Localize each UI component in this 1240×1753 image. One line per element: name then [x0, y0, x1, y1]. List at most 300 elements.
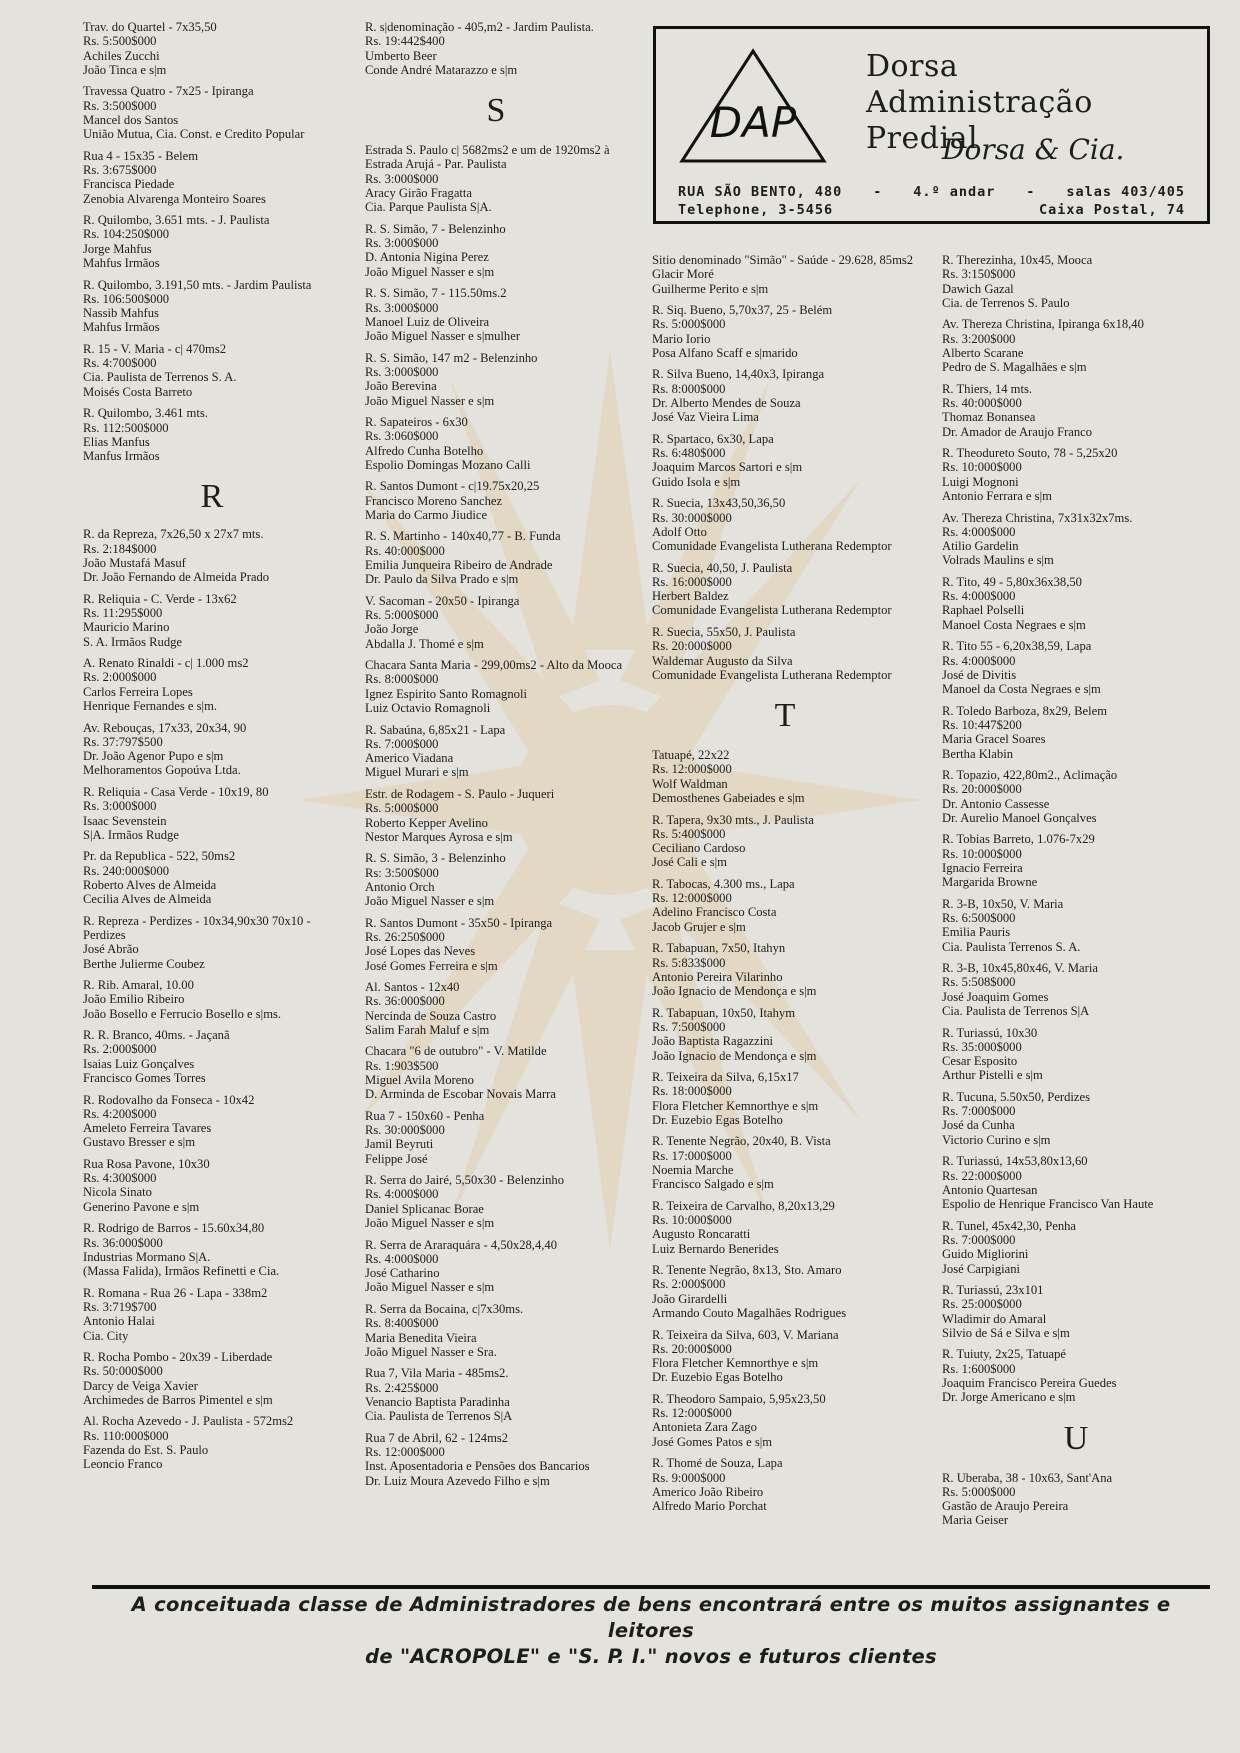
listing-price: Rs. 20:000$000 [652, 639, 732, 654]
ad-address-row [678, 184, 1185, 200]
listing-party: Alfredo Cunha Botelho [365, 443, 484, 458]
listing-party: Manfus Irmãos [83, 449, 160, 464]
listing-address: R. 3-B, 10x50, V. Maria [942, 896, 1064, 911]
listing-price: Rs. 3:200$000 [942, 331, 1016, 346]
property-listing-entry [365, 529, 627, 586]
listing-party: Felippe José [365, 1151, 428, 1166]
listing-price: Rs. 4:200$000 [83, 1106, 157, 1121]
property-listing-entry [365, 1366, 627, 1423]
property-listing-entry [652, 1392, 918, 1449]
listing-party: Isaias Luiz Gonçalves [83, 1056, 195, 1071]
listing-address: R. Sabaúna, 6,85x21 - Lapa [365, 722, 506, 737]
listing-address: Av. Thereza Christina, Ipiranga 6x18,40 [942, 317, 1144, 332]
listing-party: Fazenda do Est. S. Paulo [83, 1442, 209, 1457]
listing-party: Luiz Octavio Romagnoli [365, 701, 491, 716]
property-listing-entry [652, 1006, 918, 1063]
listing-party: João Bosello e Ferrucio Bosello e s|ms. [83, 1006, 282, 1021]
property-listing-entry [942, 1219, 1210, 1276]
listing-party: Dr. Paulo da Silva Prado e s|m [365, 572, 519, 587]
property-listing-entry [652, 1070, 918, 1127]
listing-party: Nestor Marques Ayrosa e s|m [365, 829, 513, 844]
property-listing-entry [365, 658, 627, 715]
listing-address: R. Teixeira de Carvalho, 8,20x13,29 [652, 1198, 835, 1213]
property-listing-entry [942, 253, 1210, 310]
property-listing-entry [652, 1199, 918, 1256]
listing-party: João Tinca e s|m [83, 62, 167, 77]
listing-party: João Emilio Ribeiro [83, 992, 185, 1007]
listing-party: Dawich Gazal [942, 281, 1014, 296]
listing-address: Rua 7, Vila Maria - 485ms2. [365, 1366, 509, 1381]
listing-price: Rs. 2:425$000 [365, 1380, 439, 1395]
listing-price: Rs: 3:500$000 [365, 865, 439, 880]
property-listing-entry [83, 149, 341, 206]
listing-party: José Joaquim Gomes [942, 989, 1049, 1004]
listing-party: Demosthenes Gabeiades e s|m [652, 791, 805, 806]
listing-address: R. Rodovalho da Fonseca - 10x42 [83, 1092, 255, 1107]
listing-price: Rs. 12:000$000 [652, 891, 732, 906]
listing-address: R. S. Simão, 7 - 115.50ms.2 [365, 286, 507, 301]
property-listing-entry [942, 832, 1210, 889]
listing-party: Atilio Gardelin [942, 539, 1019, 554]
listing-price: Rs. 30:000$000 [365, 1123, 445, 1138]
listing-price: Rs. 9:000$000 [652, 1470, 726, 1485]
listing-party: Umberto Beer [365, 48, 437, 63]
section-letter-heading: R [200, 478, 224, 516]
property-listing-entry [652, 625, 918, 682]
listing-address: Pr. da Republica - 522, 50ms2 [83, 849, 236, 864]
listing-address: R. Tito 55 - 6,20x38,59, Lapa [942, 639, 1092, 654]
property-listing-entry [652, 1263, 918, 1320]
listing-party: Ignez Espirito Santo Romagnoli [365, 686, 527, 701]
property-listing-entry [942, 1471, 1210, 1528]
listing-party: João Girardelli [652, 1291, 728, 1306]
listing-price: Rs. 104:250$000 [83, 227, 170, 242]
listing-party: Guilherme Perito e s|m [652, 281, 769, 296]
listing-price: Rs. 25:000$000 [942, 1297, 1022, 1312]
listing-party: Flora Fletcher Kemnorthye e s|m [652, 1098, 819, 1113]
listing-price: Rs. 10:000$000 [942, 460, 1022, 475]
listing-address: R. Tobias Barreto, 1.076-7x29 [942, 832, 1095, 847]
listing-address: R. R. Branco, 40ms. - Jaçanã [83, 1028, 230, 1043]
listing-party: Antonio Quartesan [942, 1182, 1038, 1197]
listing-party: José Cali e s|m [652, 855, 727, 870]
listing-party: Joaquim Francisco Pereira Guedes [942, 1375, 1117, 1390]
listing-address: R. Siq. Bueno, 5,70x37, 25 - Belém [652, 303, 833, 318]
listing-party: Nassib Mahfus [83, 306, 159, 321]
listing-party: Miguel Avila Moreno [365, 1073, 474, 1088]
listing-price: Rs. 12:000$000 [652, 762, 732, 777]
listing-party: José Lopes das Neves [365, 944, 476, 959]
listing-party: José da Cunha [942, 1118, 1015, 1133]
listing-party: Posa Alfano Scaff e s|marido [652, 345, 798, 360]
listing-party: João Mustafá Masuf [83, 556, 186, 571]
listing-party: Dr. Alberto Mendes de Souza [652, 396, 801, 411]
property-listing-entry [942, 1090, 1210, 1147]
listing-price: Rs. 10:000$000 [652, 1213, 732, 1228]
property-listing-entry [365, 1431, 627, 1488]
listing-party: Pedro de S. Magalhães e s|m [942, 360, 1087, 375]
listing-party: Mancel dos Santos [83, 112, 179, 127]
listing-price: Rs. 3:675$000 [83, 163, 157, 178]
property-listing-entry [652, 1134, 918, 1191]
listing-price: Rs. 8:000$000 [652, 381, 726, 396]
listing-address: R. Uberaba, 38 - 10x63, Sant'Ana [942, 1470, 1113, 1485]
listing-address: Chacara Santa Maria - 299,00ms2 - Alto da Mooca [365, 658, 623, 673]
property-listing-entry [83, 978, 341, 1021]
listing-party: Dr. Luiz Moura Azevedo Filho e s|m [365, 1473, 550, 1488]
listing-address: R. Serra do Jairé, 5,50x30 - Belenzinho [365, 1173, 565, 1188]
property-listing-entry [942, 768, 1210, 825]
listing-party: João Miguel Nasser e Sra. [365, 1344, 497, 1359]
listing-price: Rs. 3:000$000 [83, 799, 157, 814]
listing-address: R. Repreza - Perdizes - 10x34,90x30 70x10 - Perdizes [83, 913, 311, 942]
ad-dash: - [1026, 184, 1036, 200]
listing-party: Daniel Splicanac Borae [365, 1201, 484, 1216]
listing-address: Rua 7 - 150x60 - Penha [365, 1108, 485, 1123]
property-listing-entry [942, 961, 1210, 1018]
listing-price: Rs. 20:000$000 [942, 782, 1022, 797]
listing-party: Conde André Matarazzo e s|m [365, 62, 518, 77]
listing-price: Rs. 7:000$000 [942, 1104, 1016, 1119]
listing-party: Alberto Scarane [942, 345, 1024, 360]
listing-address: Rua 4 - 15x35 - Belem [83, 148, 199, 163]
listing-party: Jamil Beyruti [365, 1137, 434, 1152]
property-listing-entry [942, 1283, 1210, 1340]
listing-address: R. da Repreza, 7x26,50 x 27x7 mts. [83, 527, 264, 542]
listing-party: Leoncio Franco [83, 1457, 163, 1472]
property-listing-entry [83, 527, 341, 584]
listing-address: Estrada S. Paulo c| 5682ms2 e um de 1920ms2 à Estrada Arujá - Par. Paulista [365, 143, 610, 172]
listing-party: Antonio Pereira Vilarinho [652, 969, 783, 984]
listing-party: Americo Viadana [365, 751, 454, 766]
listing-party: Cesar Esposito [942, 1054, 1018, 1069]
property-listing-entry [942, 639, 1210, 696]
listing-party: Thomaz Bonansea [942, 410, 1036, 425]
listing-party: Joaquim Marcos Sartori e s|m [652, 460, 803, 475]
listing-party: Berthe Julierme Coubez [83, 956, 205, 971]
ad-rooms: salas 403/405 [1066, 184, 1185, 200]
listing-price: Rs. 20:000$000 [652, 1341, 732, 1356]
listing-address: R. S. Martinho - 140x40,77 - B. Funda [365, 529, 561, 544]
listing-price: Rs. 5:000$000 [942, 1484, 1016, 1499]
listing-party: Manoel Costa Negraes e s|m [942, 617, 1086, 632]
listing-party: João Ignacio de Mendonça e s|m [652, 984, 817, 999]
listing-price: Rs. 16:000$000 [652, 574, 732, 589]
listing-address: R. Teixeira da Silva, 603, V. Mariana [652, 1327, 839, 1342]
listing-address: R. Tucuna, 5.50x50, Perdizes [942, 1089, 1090, 1104]
listing-party: Inst. Aposentadoria e Pensões dos Bancarios [365, 1459, 590, 1474]
listing-party: Manoel Luiz de Oliveira [365, 314, 490, 329]
listing-party: Isaac Sevenstein [83, 813, 167, 828]
listing-price: Rs. 3:000$000 [365, 171, 439, 186]
listing-party: Francisco Gomes Torres [83, 1071, 206, 1086]
listing-address: R. Tabapuan, 7x50, Itahyn [652, 941, 786, 956]
listing-price: Rs. 4:300$000 [83, 1171, 157, 1186]
ad-dash: - [873, 184, 883, 200]
listing-address: R. Theodureto Souto, 78 - 5,25x20 [942, 446, 1118, 461]
listing-price: Rs. 106:500$000 [83, 291, 170, 306]
listing-price: Rs. 36:000$000 [83, 1235, 163, 1250]
listing-address: R. Teixeira da Silva, 6,15x17 [652, 1070, 799, 1085]
property-listing-entry [652, 561, 918, 618]
listing-address: R. Theodoro Sampaio, 5,95x23,50 [652, 1391, 826, 1406]
listing-party: Francisco Salgado e s|m [652, 1177, 774, 1192]
listing-party: João Miguel Nasser e s|m [365, 393, 495, 408]
listing-party: Nicola Sinato [83, 1185, 152, 1200]
listing-party: Adolf Otto [652, 524, 707, 539]
listing-address: R. Suecia, 13x43,50,36,50 [652, 496, 786, 511]
listing-party: João Jorge [365, 622, 419, 637]
listing-price: Rs. 5:400$000 [652, 826, 726, 841]
listing-price: Rs. 30:000$000 [652, 510, 732, 525]
listing-party: Henrique Fernandes e s|m. [83, 699, 218, 714]
listing-address: R. Turiassú, 23x101 [942, 1283, 1044, 1297]
property-listing-entry [83, 1028, 341, 1085]
listing-price: Rs. 2:184$000 [83, 541, 157, 556]
property-listing-entry [942, 317, 1210, 374]
listing-party: Guido Migliorini [942, 1247, 1029, 1262]
property-listing-entry [83, 20, 341, 77]
listing-address: R. Rib. Amaral, 10.00 [83, 978, 194, 993]
listing-address: Tatuapé, 22x22 [652, 748, 730, 763]
listing-party: José Carpigiani [942, 1261, 1020, 1276]
listing-address: Trav. do Quartel - 7x35,50 [83, 20, 217, 34]
listing-party: Wladimir do Amaral [942, 1311, 1047, 1326]
listing-price: Rs. 3:150$000 [942, 267, 1016, 282]
listing-price: Rs. 35:000$000 [942, 1039, 1022, 1054]
listing-party: Salim Farah Maluf e s|m [365, 1022, 490, 1037]
listing-address: R. Therezinha, 10x45, Mooca [942, 253, 1093, 267]
listing-party: Maria do Carmo Jiudice [365, 507, 488, 522]
listing-party: Maria Benedita Vieira [365, 1330, 477, 1345]
listing-party: Cia. de Terrenos S. Paulo [942, 295, 1070, 310]
listing-party: Cia. Paulista de Terrenos S|A [365, 1409, 513, 1424]
property-listing-entry [365, 20, 627, 77]
listing-price: Rs. 8:400$000 [365, 1316, 439, 1331]
property-listing-entry [83, 1350, 341, 1407]
listing-price: Rs. 2:000$000 [83, 670, 157, 685]
property-listing-entry [365, 479, 627, 522]
listing-party: Gustavo Bresser e s|m [83, 1135, 195, 1150]
listing-party: Dr. Aurelio Manoel Gonçalves [942, 810, 1097, 825]
property-listing-entry [942, 446, 1210, 503]
property-listing-entry [365, 1109, 627, 1166]
listing-party: Ceciliano Cardoso [652, 841, 746, 856]
ad-company-name: Dorsa [866, 49, 959, 84]
listing-price: Rs. 12:000$000 [365, 1444, 445, 1459]
listing-party: Espolio Domingas Mozano Calli [365, 457, 531, 472]
property-listing-entry [83, 1221, 341, 1278]
listing-address: R. Quilombo, 3.191,50 mts. - Jardim Paulista [83, 277, 312, 292]
property-listing-entry [652, 253, 918, 296]
listing-price: Rs. 4:000$000 [942, 589, 1016, 604]
listing-party: João Miguel Nasser e s|m [365, 894, 495, 909]
listing-price: Rs. 7:000$000 [942, 1232, 1016, 1247]
listing-party: Mauricio Marino [83, 620, 170, 635]
listing-party: Wolf Waldman [652, 776, 728, 791]
listing-address: R. Tabapuan, 10x50, Itahym [652, 1005, 795, 1020]
listing-party: Comunidade Evangelista Lutherana Redemptor [652, 667, 892, 682]
property-listing-entry [942, 511, 1210, 568]
listing-party: Margarida Browne [942, 875, 1038, 890]
listing-price: Rs. 3:000$000 [365, 300, 439, 315]
listing-address: R. Tito, 49 - 5,80x36x38,50 [942, 574, 1082, 589]
property-listing-entry [652, 496, 918, 553]
property-listing-entry [942, 1347, 1210, 1404]
listing-party: Jacob Grujer e s|m [652, 919, 746, 934]
listing-price: Rs. 5:833$000 [652, 955, 726, 970]
listing-party: Mahfus Irmãos [83, 320, 160, 335]
listing-party: Industrias Mormano S|A. [83, 1249, 211, 1264]
listing-price: Rs. 8:000$000 [365, 672, 439, 687]
listing-address: R. s|denominação - 405,m2 - Jardim Paulista. [365, 20, 594, 34]
property-listing-entry [652, 748, 918, 805]
listing-party: Comunidade Evangelista Lutherana Redemptor [652, 539, 892, 554]
section-letter-heading: U [1063, 1419, 1089, 1457]
property-listing-entry [365, 1238, 627, 1295]
listing-party: José Abrão [83, 942, 139, 957]
listing-party: Flora Fletcher Kemnorthye e s|m [652, 1356, 819, 1371]
listing-address: R. Silva Bueno, 14,40x3, Ipiranga [652, 367, 825, 382]
property-listing-entry [652, 367, 918, 424]
listing-address: Av. Thereza Christina, 7x31x32x7ms. [942, 510, 1133, 525]
listing-address: Al. Rocha Azevedo - J. Paulista - 572ms2 [83, 1414, 294, 1429]
listing-party: Antonio Ferrara e s|m [942, 489, 1052, 504]
listing-price: Rs. 37:797$500 [83, 734, 163, 749]
listing-address: R. 15 - V. Maria - c| 470ms2 [83, 341, 227, 356]
listing-party: Venancio Baptista Paradinha [365, 1394, 510, 1409]
listing-party: Darcy de Veiga Xavier [83, 1378, 198, 1393]
listing-party: Guido Isola e s|m [652, 474, 741, 489]
listing-party: Emilia Pauris [942, 925, 1011, 940]
footer-rule [92, 1585, 1210, 1589]
property-listing-entry [365, 1044, 627, 1101]
listing-party: Francisca Piedade [83, 177, 175, 192]
listing-party: João Baptista Ragazzini [652, 1034, 774, 1049]
listing-price: Rs. 3:000$000 [365, 364, 439, 379]
listing-price: Rs. 110:000$000 [83, 1428, 169, 1443]
section-letter-heading: S [486, 92, 506, 130]
listing-address: Chacara "6 de outubro" - V. Matilde [365, 1044, 547, 1059]
listing-column-2 [365, 20, 627, 1495]
listing-party: D. Antonia Nigina Perez [365, 250, 489, 265]
property-listing-entry [652, 1328, 918, 1385]
ad-pobox: Caixa Postal, 74 [1038, 202, 1185, 218]
listing-party: Nercinda de Souza Castro [365, 1008, 497, 1023]
listing-address: R. Turiassú, 14x53,80x13,60 [942, 1154, 1088, 1169]
property-listing-entry [652, 941, 918, 998]
property-listing-entry [83, 592, 341, 649]
listing-address: R. Sapateiros - 6x30 [365, 414, 468, 429]
listing-price: Rs. 7:500$000 [652, 1019, 726, 1034]
listing-party: José Vaz Vieira Lima [652, 410, 759, 425]
listing-party: União Mutua, Cia. Const. e Credito Popular [83, 127, 305, 142]
listing-party: José de Divitis [942, 667, 1017, 682]
listing-address: R. Reliquia - Casa Verde - 10x19, 80 [83, 784, 269, 799]
listing-party: Cecilia Alves de Almeida [83, 892, 212, 907]
listing-price: Rs. 3:000$000 [365, 236, 439, 251]
listing-party: Adelino Francisco Costa [652, 905, 777, 920]
property-listing-entry [942, 897, 1210, 954]
ad-contact-row [678, 202, 1185, 218]
listing-party: Roberto Kepper Avelino [365, 815, 488, 830]
listing-party: Alfredo Mario Porchat [652, 1499, 767, 1514]
listing-price: Rs. 19:442$400 [365, 34, 445, 49]
listing-address: Rua Rosa Pavone, 10x30 [83, 1156, 210, 1171]
listing-price: Rs. 4:700$000 [83, 356, 157, 371]
property-listing-entry [83, 849, 341, 906]
listing-party: Achiles Zucchi [83, 48, 160, 63]
property-listing-entry [365, 594, 627, 651]
listing-party: Raphael Polselli [942, 603, 1025, 618]
listing-party: Mario Iorio [652, 331, 711, 346]
listing-address: R. Suecia, 55x50, J. Paulista [652, 624, 796, 639]
listing-party: (Massa Falida), Irmãos Refinetti e Cia. [83, 1264, 280, 1279]
listing-price: Rs. 4:000$000 [942, 524, 1016, 539]
listing-price: Rs. 5:000$000 [365, 801, 439, 816]
property-listing-entry [365, 916, 627, 973]
listing-price: Rs. 40:000$000 [942, 396, 1022, 411]
listing-price: Rs. 3:500$000 [83, 98, 157, 113]
listing-address: V. Sacoman - 20x50 - Ipiranga [365, 593, 520, 608]
footer-slogan [92, 1592, 1210, 1670]
listing-address: Sitio denominado "Simão" - Saúde - 29.628, 85ms2 [652, 253, 914, 267]
listing-price: Rs. 10:447$200 [942, 717, 1022, 732]
property-listing-entry [652, 877, 918, 934]
listing-party: Ignacio Ferreira [942, 860, 1023, 875]
listing-party: Noemia Marche [652, 1162, 734, 1177]
listing-party: Antonio Halai [83, 1314, 155, 1329]
listing-party: Cia. Parque Paulista S|A. [365, 200, 492, 215]
property-listing-entry [83, 914, 341, 971]
listing-price: Rs. 5:000$000 [365, 608, 439, 623]
listing-address: R. Topazio, 422,80m2., Aclimação [942, 768, 1118, 782]
listing-address: Al. Santos - 12x40 [365, 980, 460, 995]
listing-address: A. Renato Rinaldi - c| 1.000 ms2 [83, 656, 249, 671]
property-listing-entry [83, 1093, 341, 1150]
listing-party: D. Arminda de Escobar Novais Marra [365, 1087, 556, 1102]
listing-party: Cia. City [83, 1328, 129, 1343]
listing-party: Dr. Euzebio Egas Botelho [652, 1112, 783, 1127]
listing-address: R. Romana - Rua 26 - Lapa - 338m2 [83, 1285, 268, 1300]
listing-party: Dr. Jorge Americano e s|m [942, 1390, 1076, 1405]
property-listing-entry [942, 1026, 1210, 1083]
listing-address: R. Tapera, 9x30 mts., J. Paulista [652, 812, 814, 827]
listing-party: Abdalla J. Thomé e s|m [365, 636, 484, 651]
listing-address: R. Santos Dumont - c|19.75x20,25 [365, 479, 540, 494]
property-listing-entry [83, 278, 341, 335]
listing-address: R. Tenente Negrão, 20x40, B. Vista [652, 1134, 831, 1149]
listing-party: Dr. Euzebio Egas Botelho [652, 1370, 783, 1385]
listing-party: José Catharino [365, 1266, 440, 1281]
listing-address: R. Tenente Negrão, 8x13, Sto. Amaro [652, 1263, 842, 1278]
property-listing-entry [365, 1173, 627, 1230]
property-listing-entry [365, 787, 627, 844]
property-listing-entry [365, 222, 627, 279]
property-listing-entry [942, 382, 1210, 439]
listing-party: Cia. Paulista de Terrenos S|A [942, 1004, 1090, 1019]
listing-party: Gastão de Araujo Pereira [942, 1499, 1069, 1514]
property-listing-entry [652, 813, 918, 870]
listing-party: Dr. Amador de Araujo Franco [942, 424, 1093, 439]
property-listing-entry [83, 785, 341, 842]
listing-party: Americo João Ribeiro [652, 1484, 764, 1499]
property-listing-entry [365, 1302, 627, 1359]
listing-price: Rs. 36:000$000 [365, 994, 445, 1009]
property-listing-entry [83, 1157, 341, 1214]
property-listing-entry [365, 286, 627, 343]
listing-party: S. A. Irmãos Rudge [83, 634, 182, 649]
